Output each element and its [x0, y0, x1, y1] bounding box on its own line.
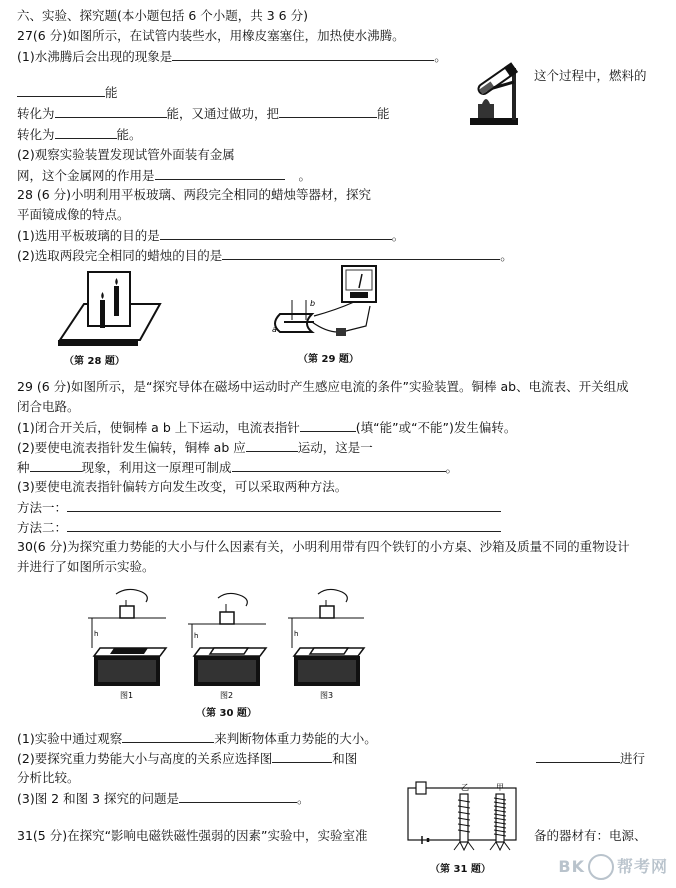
- q29-line6: (3)要使电流表指针偏转方向发生改变，可以采取两种方法。: [17, 479, 348, 494]
- watermark-text-left: BK: [558, 856, 585, 876]
- answer-blank[interactable]: [67, 499, 501, 512]
- test-tube-apparatus-figure: [462, 60, 534, 130]
- figure-label-2: 图2: [220, 691, 234, 700]
- answer-blank[interactable]: [55, 105, 167, 118]
- q29-line3: [17, 419, 516, 436]
- q29-line4: [17, 439, 373, 456]
- q30-line3-text-b: 来判断物体重力势能的大小。: [214, 731, 377, 746]
- q29-line2: 闭合电路。: [17, 399, 80, 414]
- q30-line4-text-a: (2)要探究重力势能大小与高度的关系应选择图: [17, 751, 273, 766]
- coil-label-jia: 甲: [496, 783, 504, 792]
- answer-blank[interactable]: [279, 105, 377, 118]
- answer-blank[interactable]: [300, 419, 356, 432]
- answer-blank[interactable]: [246, 439, 298, 452]
- site-watermark: [558, 854, 668, 881]
- q28-line4-end: 。: [500, 248, 513, 263]
- q29-line5-end: 。: [445, 460, 459, 475]
- answer-blank[interactable]: [30, 459, 82, 472]
- sandbox-2: [188, 593, 266, 686]
- gravity-potential-figure: [86, 582, 366, 712]
- answer-blank[interactable]: [67, 519, 501, 532]
- q30-line4: [17, 750, 357, 767]
- q27-line4-text-b: 能，又通过做功，把: [166, 106, 280, 121]
- answer-blank[interactable]: [55, 126, 117, 139]
- logo-icon: [588, 854, 614, 880]
- q30-line3-text-a: (1)实验中通过观察: [17, 731, 123, 746]
- fig-label-b: b: [310, 299, 316, 308]
- q27-line3-text: 能: [105, 85, 118, 100]
- q27-line3: [17, 84, 118, 101]
- q31-figure-caption: （第 31 题）: [430, 864, 491, 875]
- q31-line1-right: 备的器材有：电源、: [534, 828, 647, 843]
- q30-line2: 并进行了如图所示实验。: [17, 559, 155, 574]
- q30-line5: 分析比较。: [17, 770, 80, 785]
- q29-method1-label: 方法一：: [17, 500, 68, 515]
- q28-line2: 平面镜成像的特点。: [17, 207, 130, 222]
- q29-method1: [17, 499, 501, 516]
- svg-text:h: h: [294, 630, 299, 638]
- answer-blank[interactable]: [232, 459, 446, 472]
- q29-line1: 29 (6 分)如图所示，是“探究导体在磁场中运动时产生感应电流的条件”实验装置。铜棒 ab、电流表、开关组成: [17, 379, 629, 394]
- q30-line4-text-b: 和图: [332, 751, 358, 766]
- q28-line4: [17, 247, 513, 264]
- q28-line1: 28 (6 分)小明利用平板玻璃、两段完全相同的蜡烛等器材，探究: [17, 187, 372, 202]
- watermark-text-right: 帮考网: [616, 856, 668, 876]
- electromagnet-circuit-figure: [398, 774, 532, 858]
- q27-line4: [17, 105, 390, 122]
- q29-method2: [17, 519, 501, 536]
- q30-line6: [17, 790, 310, 807]
- q27-line2: [17, 48, 447, 65]
- q27-line7-text: 网，这个金属网的作用是: [17, 168, 155, 183]
- answer-blank[interactable]: [17, 84, 105, 97]
- svg-text:h: h: [94, 630, 99, 638]
- q29-line4-text-a: (2)要使电流表指针发生偏转，铜棒 ab 应: [17, 440, 246, 455]
- q27-line7-end: 。: [298, 168, 312, 183]
- answer-blank[interactable]: [179, 790, 297, 803]
- q27-side-text: 这个过程中，燃料的: [534, 68, 647, 83]
- q30-line4-text-c: 进行: [620, 751, 646, 766]
- q27-line5: [17, 126, 142, 143]
- q27-line5-text-a: 转化为: [17, 127, 55, 142]
- answer-blank[interactable]: [272, 750, 332, 763]
- q30-line4-right: [536, 750, 645, 767]
- figure-label-1: 图1: [120, 691, 134, 700]
- q30-line6-end: 。: [297, 791, 310, 806]
- answer-blank[interactable]: [172, 48, 434, 61]
- q28-line3-end: 。: [391, 228, 405, 243]
- q29-figure-caption: （第 29 题）: [298, 354, 359, 365]
- svg-text:h: h: [194, 632, 199, 640]
- q27-line4-text-a: 转化为: [17, 106, 55, 121]
- q29-line5-text-a: 种: [17, 460, 30, 475]
- sandbox-1: [88, 589, 166, 686]
- answer-blank[interactable]: [155, 167, 285, 180]
- q27-line7: [17, 167, 311, 184]
- answer-blank[interactable]: [160, 227, 392, 240]
- q27-line2-end: 。: [434, 49, 447, 64]
- coil-label-yi: 乙: [461, 783, 469, 792]
- q30-line6-text-a: (3)图 2 和图 3 探究的问题是: [17, 791, 180, 806]
- q28-line4-text: (2)选取两段完全相同的蜡烛的目的是: [17, 248, 223, 263]
- q27-line1: 27(6 分)如图所示，在试管内装些水，用橡皮塞塞住，加热使水沸腾。: [17, 28, 405, 43]
- q27-line2-text: (1)水沸腾后会出现的现象是: [17, 49, 173, 64]
- q29-line5: [17, 459, 458, 476]
- q29-line3-text-a: (1)闭合开关后，使铜棒 a b 上下运动，电流表指针: [17, 420, 300, 435]
- q28-figure-caption: （第 28 题）: [64, 356, 125, 367]
- q29-line5-text-b: 现象，利用这一原理可制成: [81, 460, 232, 475]
- q31-line1-left: 31(5 分)在探究“影响电磁铁磁性强弱的因素”实验中，实验室准: [17, 828, 368, 843]
- q27-line6: (2)观察实验装置发现试管外面装有金属: [17, 147, 235, 162]
- sandbox-3: [288, 589, 364, 686]
- q30-line1: 30(6 分)为探究重力势能的大小与什么因素有关，小明利用带有四个铁钉的小方桌、沙箱及质量不同的重物设计: [17, 539, 630, 554]
- mirror-candle-figure: [56, 268, 166, 348]
- answer-blank[interactable]: [222, 247, 500, 260]
- q30-line3: [17, 730, 377, 747]
- answer-blank[interactable]: [122, 730, 214, 743]
- answer-blank[interactable]: [536, 750, 620, 763]
- section-title: 六、实验、探究题(本小题包括 6 个小题，共 3 6 分): [17, 8, 308, 23]
- fig-label-a: a: [272, 325, 277, 334]
- q29-method2-label: 方法二：: [17, 520, 68, 535]
- q28-line3: [17, 227, 404, 244]
- q27-line5-text-b: 能。: [116, 127, 142, 142]
- induction-apparatus-figure: [266, 262, 386, 344]
- q30-figure-caption: （第 30 题）: [196, 708, 257, 719]
- figure-label-3: 图3: [320, 691, 334, 700]
- q28-line3-text: (1)选用平板玻璃的目的是: [17, 228, 160, 243]
- q29-line3-text-b: (填“能”或“不能”)发生偏转。: [355, 420, 517, 435]
- q29-line4-text-b: 运动，这是一: [297, 440, 373, 455]
- q27-line4-text-c: 能: [377, 106, 390, 121]
